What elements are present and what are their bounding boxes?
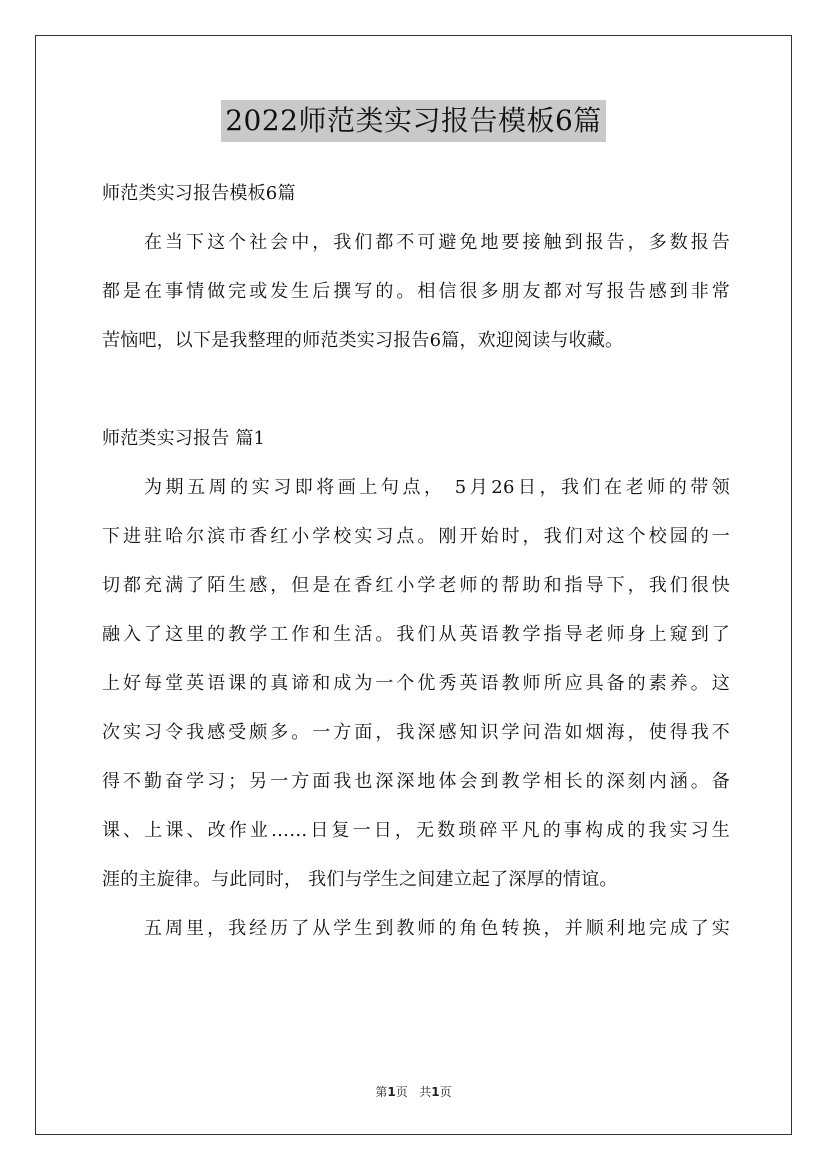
para2-line: 五周里，我经历了从学生到教师的角色转换，并顺利地完成了实 — [144, 918, 730, 939]
page-footer — [0, 1083, 827, 1101]
para1-line: 上好每堂英语课的真谛和成为一个优秀英语教师所应具备的素养。这 — [102, 673, 730, 694]
para1-line: 次实习令我感受颇多。一方面，我深感知识学问浩如烟海，使得我不 — [102, 722, 730, 743]
page-suffix: 页 — [395, 1085, 408, 1099]
document-body — [102, 178, 730, 962]
page-prefix: 第 — [375, 1085, 388, 1099]
intro-line: 苦恼吧，以下是我整理的师范类实习报告6篇，欢迎阅读与收藏。 — [102, 330, 624, 351]
para1-line: 涯的主旋律。与此同时， 我们与学生之间建立起了深厚的情谊。 — [102, 869, 618, 890]
para1-line: 下进驻哈尔滨市香红小学校实习点。刚开始时，我们对这个校园的一 — [102, 526, 730, 547]
document-subtitle: 师范类实习报告模板6篇 — [102, 183, 296, 204]
total-suffix: 页 — [439, 1085, 452, 1099]
section-heading: 师范类实习报告 篇1 — [102, 428, 266, 449]
para1-line: 得不勤奋学习；另一方面我也深深地体会到教学相长的深刻内涵。备 — [102, 771, 730, 792]
total-pages: 1 — [431, 1085, 440, 1099]
para1-line: 为期五周的实习即将画上句点， 5月26日，我们在老师的带领 — [144, 477, 730, 498]
para1-line: 切都充满了陌生感，但是在香红小学老师的帮助和指导下，我们很快 — [102, 575, 730, 596]
total-prefix: 共 — [419, 1085, 432, 1099]
para1-line: 课、上课、改作业……日复一日，无数琐碎平凡的事构成的我实习生 — [102, 820, 730, 841]
title-area — [0, 100, 827, 142]
document-title: 2022师范类实习报告模板6篇 — [221, 100, 606, 142]
para1-line: 融入了这里的教学工作和生活。我们从英语教学指导老师身上窥到了 — [102, 624, 730, 645]
paragraph-gap — [102, 374, 730, 423]
intro-line: 都是在事情做完或发生后撰写的。相信很多朋友都对写报告感到非常 — [102, 281, 730, 302]
intro-line: 在当下这个社会中，我们都不可避免地要接触到报告，多数报告 — [144, 232, 730, 253]
page-number: 1 — [387, 1085, 396, 1099]
